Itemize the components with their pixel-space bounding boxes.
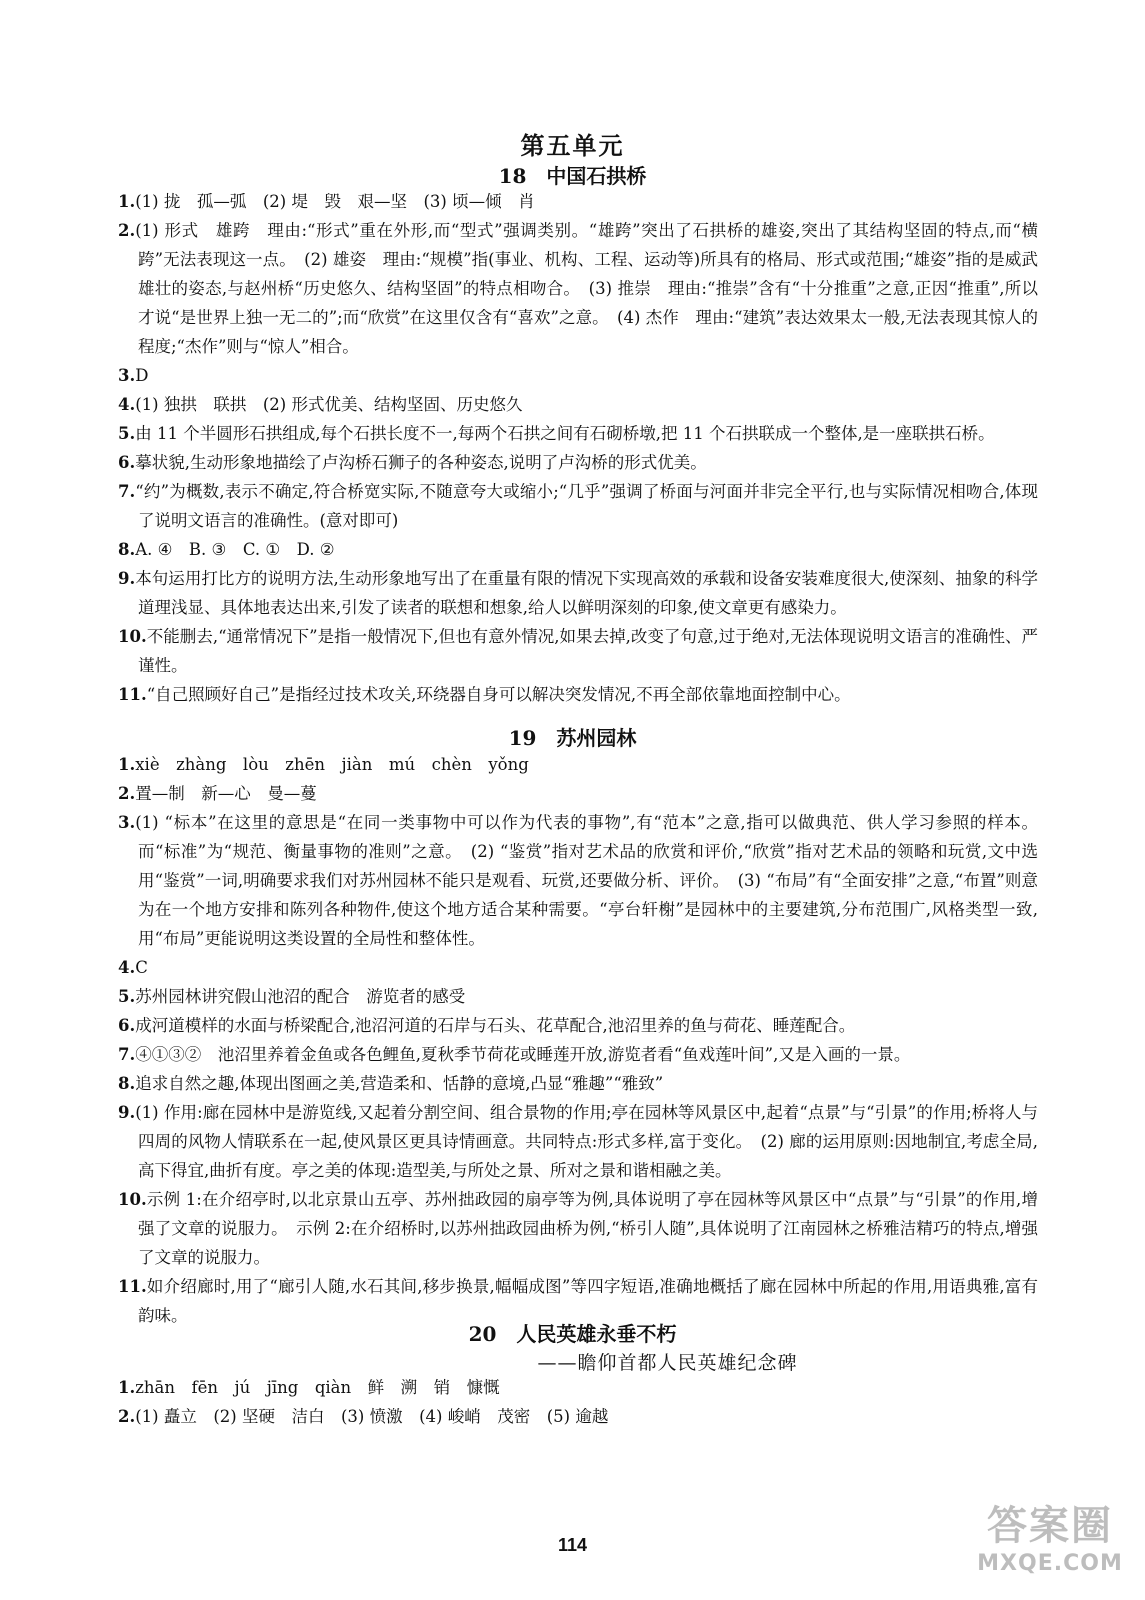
answer-item: 9.(1) 作用:廊在园林中是游览线,又起着分割空间、组合景物的作用;亭在园林等风景区中,起着“点景”与“引景”的作用;桥将人与四周的风物人情联系在一起,使风景区更具诗情画意。共同特点:形式多样,富于变化。 (2) 廊的运用原则:因地制宜,考虑全局,高下得宜,曲折有度。亭之美的体现:造型美,与所处之景、所对之景和谐相融之美。 bbox=[118, 1103, 1038, 1180]
answer-item: 4.(1) 独拱 联拱 (2) 形式优美、结构坚固、历史悠久 bbox=[118, 395, 523, 414]
unit-title: 第五单元 bbox=[520, 131, 625, 160]
watermark-logo bbox=[965, 1502, 1135, 1592]
answer-item: 2.置—制 新—心 曼—蔓 bbox=[118, 784, 317, 803]
answer-list-20 bbox=[118, 1373, 1038, 1431]
answer-item: 11.如介绍廊时,用了“廊引人随,水石其间,移步换景,幅幅成图”等四字短语,准确地概括了廊在园林中所起的作用,用语典雅,富有韵味。 bbox=[118, 1277, 1038, 1325]
answer-item: 8.A. ④ B. ③ C. ① D. ② bbox=[118, 540, 335, 559]
answer-item: 3.D bbox=[118, 366, 149, 385]
answer-item: 10.不能删去,“通常情况下”是指一般情况下,但也有意外情况,如果去掉,改变了句意,过于绝对,无法体现说明文语言的准确性、严谨性。 bbox=[118, 627, 1038, 675]
answer-item: 5.由 11 个半圆形石拱组成,每个石拱长度不一,每两个石拱之间有石砌桥墩,把 11 个石拱联成一个整体,是一座联拱石桥。 bbox=[118, 424, 995, 443]
page-number: 114 bbox=[557, 1535, 588, 1555]
section-subtitle-20: ——瞻仰首都人民英雄纪念碑 bbox=[537, 1352, 798, 1374]
answer-list-19 bbox=[118, 750, 1038, 1330]
answer-item: 11.“自己照顾好自己”是指经过技术攻关,环绕器自身可以解决突发情况,不再全部依靠地面控制中心。 bbox=[118, 685, 851, 704]
answer-item: 1.(1) 拢 孤—弧 (2) 堤 毁 艰—坚 (3) 顷—倾 肖 bbox=[118, 192, 535, 211]
answer-item: 6.摹状貌,生动形象地描绘了卢沟桥石狮子的各种姿态,说明了卢沟桥的形式优美。 bbox=[118, 453, 707, 472]
section-title-19: 19 苏州园林 bbox=[508, 726, 637, 750]
section-title-20: 20 人民英雄永垂不朽 bbox=[468, 1322, 677, 1346]
section-title-18: 18 中国石拱桥 bbox=[498, 164, 647, 188]
answer-item: 7.“约”为概数,表示不确定,符合桥宽实际,不随意夸大或缩小;“几乎”强调了桥面与河面并非完全平行,也与实际情况相吻合,体现了说明文语言的准确性。(意对即可) bbox=[118, 482, 1038, 530]
answer-item: 8.追求自然之趣,体现出图画之美,营造柔和、恬静的意境,凸显“雅趣”“雅致” bbox=[118, 1074, 664, 1093]
answer-item: 3.(1) “标本”在这里的意思是“在同一类事物中可以作为代表的事物”,有“范本”之意,指可以做典范、供人学习参照的样本。而“标准”为“规范、衡量事物的准则”之意。 (2) “鉴赏”指对艺术品的欣赏和评价,“欣赏”指对艺术品的领略和玩赏,文中选用“鉴赏”一词,明确要求我们对苏州园林不能只是观看、玩赏,还要做分析、评价。 (3) “布局”有“全面安排”之意,“布置”则意为在一个地方安排和陈列各种物件,使这个地方适合某种需要。“亭台轩榭”是园林中的主要建筑,分布范围广,风格类型一致,用“布局”更能说明这类设置的全局性和整体性。 bbox=[118, 813, 1038, 948]
answer-item: 4.C bbox=[118, 958, 148, 977]
answer-item: 9.本句运用打比方的说明方法,生动形象地写出了在重量有限的情况下实现高效的承载和设备安装难度很大,使深刻、抽象的科学道理浅显、具体地表达出来,引发了读者的联想和想象,给人以鲜明深刻的印象,使文章更有感染力。 bbox=[118, 569, 1038, 617]
watermark-en: MXQE.COM bbox=[977, 1551, 1123, 1576]
answer-list-18 bbox=[118, 187, 1038, 709]
answer-item: 2.(1) 矗立 (2) 坚硬 洁白 (3) 愤激 (4) 峻峭 茂密 (5) 逾越 bbox=[118, 1407, 609, 1426]
answer-item: 1.zhān fēn jú jīng qiàn 鲜 溯 销 慷慨 bbox=[118, 1378, 500, 1397]
answer-item: 6.成河道模样的水面与桥梁配合,池沼河道的石岸与石头、花草配合,池沼里养的鱼与荷花、睡莲配合。 bbox=[118, 1016, 856, 1035]
answer-item: 10.示例 1:在介绍亭时,以北京景山五亭、苏州拙政园的扇亭等为例,具体说明了亭在园林等风景区中“点景”与“引景”的作用,增强了文章的说服力。 示例 2:在介绍桥时,以苏州拙政园曲桥为例,“桥引人随”,具体说明了江南园林之桥雅洁精巧的特点,增强了文章的说服力。 bbox=[118, 1190, 1038, 1267]
watermark-cn: 答案圈 bbox=[987, 1503, 1113, 1549]
answer-item: 2.(1) 形式 雄跨 理由:“形式”重在外形,而“型式”强调类别。“雄跨”突出了石拱桥的雄姿,突出了其结构坚固的特点,而“横跨”无法表现这一点。 (2) 雄姿 理由:“规模”指(事业、机构、工程、运动等)所具有的格局、形式或范围;“雄姿”指的是威武雄壮的姿态,与赵州桥“历史悠久、结构坚固”的特点相吻合。 (3) 推崇 理由:“推崇”含有“十分推重”之意,正因“推重”,所以才说“是世界上独一无二的”;而“欣赏”在这里仅含有“喜欢”之意。 (4) 杰作 理由:“建筑”表达效果太一般,无法表现其惊人的程度;“杰作”则与“惊人”相合。 bbox=[118, 221, 1038, 356]
answer-item: 5.苏州园林讲究假山池沼的配合 游览者的感受 bbox=[118, 987, 466, 1006]
answer-item: 7.④①③② 池沼里养着金鱼或各色鲤鱼,夏秋季节荷花或睡莲开放,游览者看“鱼戏莲叶间”,又是入画的一景。 bbox=[118, 1045, 911, 1064]
answer-item: 1.xiè zhàng lòu zhēn jiàn mú chèn yǒng bbox=[118, 755, 529, 774]
